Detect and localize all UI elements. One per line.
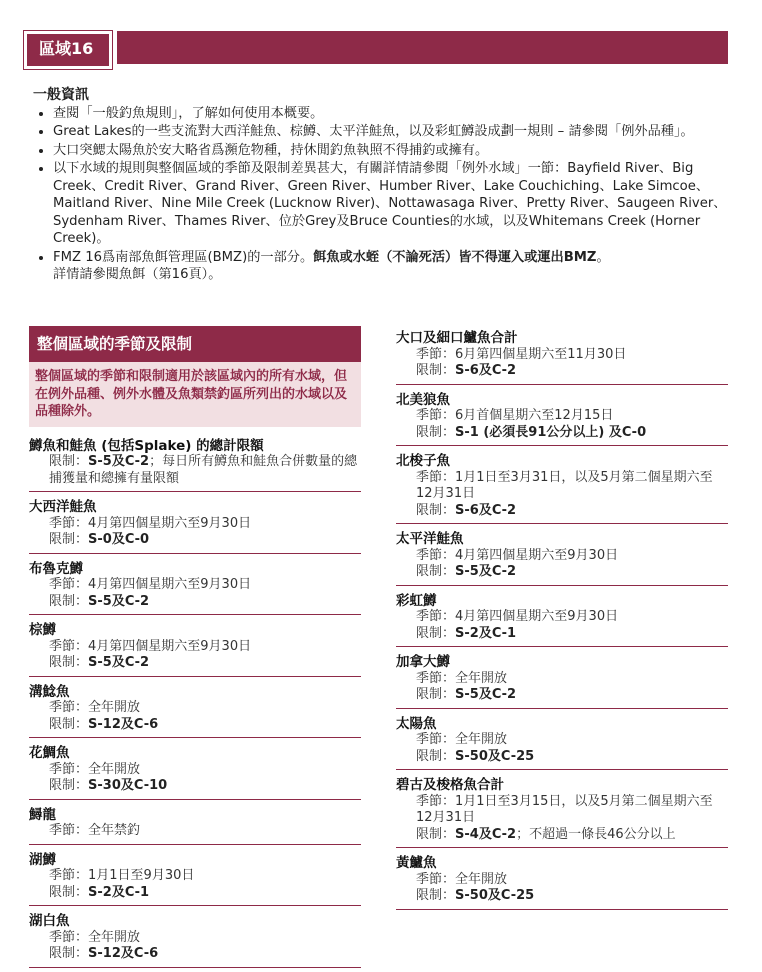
- rule-label: 季節：: [416, 793, 456, 809]
- species-entry: [29, 910, 361, 968]
- species-rule-row: [396, 564, 728, 581]
- species-rule-row: [29, 778, 361, 795]
- seasons-note: 整個區域的季節和限制適用於該區域內的所有水域，但在例外品種、例外水體及魚類禁釣區所列出的水域以及品種除外。: [29, 362, 361, 427]
- rule-value: S-5及C-2: [88, 454, 150, 469]
- species-rule-row: [396, 888, 728, 905]
- bmz-text: FMZ 16爲南部魚餌管理區(BMZ)的一部分。: [53, 249, 314, 265]
- header-banner: [117, 31, 728, 64]
- species-rule-row: [29, 655, 361, 672]
- species-entry: [396, 852, 728, 910]
- species-rule-row: [29, 868, 361, 885]
- right-column: [396, 330, 728, 914]
- rule-label: 限制：: [416, 424, 456, 440]
- rule-value: S-5及C-2: [88, 655, 150, 670]
- species-entry: [396, 330, 728, 385]
- general-info-list: [33, 105, 728, 284]
- rule-value: 全年開放: [455, 871, 508, 887]
- species-name: 棕鱒: [29, 622, 56, 638]
- species-rule-row: [396, 794, 728, 827]
- rule-label: 限制：: [49, 655, 89, 670]
- rule-value: 1月1日至3月31日，以及5月第二個星期六至12月31日: [416, 469, 713, 501]
- species-name: 加拿大鱒: [396, 654, 450, 670]
- species-list-right: [396, 330, 728, 910]
- species-rule-row: [29, 700, 361, 717]
- rule-value: S-6及C-2: [455, 363, 517, 378]
- species-name: 太平洋鮭魚: [396, 531, 464, 547]
- rule-label: 限制：: [416, 687, 456, 702]
- species-name: 大西洋鮭魚: [29, 499, 97, 515]
- species-rule-row: [29, 946, 361, 963]
- species-rule-row: [396, 408, 728, 425]
- species-rule-row: [29, 762, 361, 779]
- rule-label: 限制：: [416, 502, 456, 518]
- rule-value: 1月1日至9月30日: [88, 868, 195, 883]
- rule-value: 6月首個星期六至12月15日: [455, 408, 614, 423]
- rule-label: 限制：: [49, 884, 89, 900]
- rule-label: 限制：: [416, 826, 456, 842]
- rule-label: 季節：: [49, 868, 89, 883]
- species-rule-row: [29, 516, 361, 533]
- rule-label: 季節：: [416, 547, 456, 563]
- rule-label: 季節：: [49, 638, 89, 654]
- species-rule-row: [29, 885, 361, 902]
- rule-value: S-5及C-2: [455, 564, 517, 579]
- species-rule-row: [396, 363, 728, 380]
- species-rule-row: [29, 930, 361, 947]
- species-rule-row: [396, 671, 728, 688]
- species-rule-row: [396, 609, 728, 626]
- rule-label: 季節：: [416, 732, 456, 747]
- rule-label: 季節：: [416, 469, 456, 485]
- species-rule-row: [396, 470, 728, 503]
- rule-value: S-12及C-6: [88, 716, 159, 732]
- rule-value: 4月第四個星期六至9月30日: [88, 638, 252, 654]
- rule-label: 限制：: [49, 716, 89, 732]
- species-rule-row: [396, 626, 728, 643]
- species-entry: [29, 681, 361, 739]
- rule-value: 全年開放: [88, 700, 141, 715]
- rule-value: S-5及C-2: [455, 687, 517, 702]
- rule-label: 限制：: [49, 778, 89, 793]
- seasons-heading: 整個區域的季節及限制: [29, 326, 361, 362]
- rule-value: 全年開放: [455, 670, 508, 686]
- rule-value: S-6及C-2: [455, 502, 517, 518]
- rule-label: 季節：: [416, 408, 456, 423]
- species-name: 湖白魚: [29, 913, 70, 929]
- rule-value: S-50及C-25: [455, 888, 535, 903]
- species-name: 大口及細口鱸魚合計: [396, 330, 518, 346]
- rule-value: 4月第四個星期六至9月30日: [455, 547, 619, 563]
- rule-label: 限制：: [49, 593, 89, 609]
- rule-label: 季節：: [49, 577, 89, 592]
- species-entry: [396, 528, 728, 586]
- species-entry: [29, 619, 361, 677]
- bmz-bold-text: 餌魚或水蛭（不論死活）皆不得運入或運出BMZ: [313, 249, 597, 265]
- species-entry: [29, 804, 361, 845]
- species-name: 太陽魚: [396, 715, 437, 732]
- rule-label: 季節：: [49, 823, 89, 838]
- rule-value: S-2及C-1: [88, 884, 150, 900]
- rule-value: S-4及C-2: [455, 826, 517, 842]
- rule-label: 限制：: [49, 532, 89, 547]
- species-name: 北美狼魚: [396, 391, 450, 408]
- species-rule-row: [396, 425, 728, 442]
- species-rule-row: [396, 503, 728, 520]
- species-rule-row: [29, 454, 361, 487]
- rule-label: 限制：: [416, 748, 456, 764]
- species-rule-row: [396, 827, 728, 844]
- general-bullet: • 以下水域的規則與整個區域的季節及限制差異甚大，有關詳情請參閱「例外水域」一節：Bayfield River、Big Creek、Credit River、Grand River、Green River、Humber River、Lake Couchiching、Lake Simcoe、Maitland River、Nine Mile Creek (Lucknow River)、Nottawasaga River、Pretty River、Saugeen River、Sydenham River、Thames River、位於Grey及Bruce Counties的水域，以及Whitemans Creek (Horner Creek)。: [53, 160, 728, 248]
- bmz-line2: 詳情請參閱魚餌（第16頁）。: [53, 267, 222, 282]
- rule-label: 季節：: [49, 700, 89, 715]
- general-bullet: • 查閱「一般釣魚規則」，了解如何使用本概要。: [53, 105, 728, 123]
- left-column: [29, 326, 361, 972]
- general-bullet: • Great Lakes的一些支流對大西洋鮭魚、棕鱒、太平洋鮭魚，以及彩虹鱒設成劃一規則 – 請參閱「例外品種」。: [53, 123, 728, 141]
- rule-value: S-50及C-25: [455, 748, 535, 764]
- species-entry: [396, 389, 728, 447]
- general-info-title: 一般資訊: [33, 87, 89, 103]
- species-name: 湖鱒: [29, 851, 56, 868]
- species-rule-row: [29, 577, 361, 594]
- species-name: 溝鯰魚: [29, 683, 70, 700]
- general-bullet-bmz: [53, 249, 728, 284]
- rule-value: S-30及C-10: [88, 778, 168, 793]
- species-entry: [396, 651, 728, 709]
- rule-value: 全年開放: [455, 732, 508, 747]
- species-name: 北梭子魚: [396, 453, 450, 469]
- rule-label: 限制：: [416, 888, 456, 903]
- rule-label: 限制：: [49, 454, 89, 469]
- zone-tab: 區域16: [24, 31, 112, 69]
- species-list-left: [29, 435, 361, 968]
- rule-value: 6月第四個星期六至11月30日: [455, 346, 627, 362]
- rule-value: 4月第四個星期六至9月30日: [455, 609, 619, 624]
- rule-label: 限制：: [49, 946, 89, 961]
- rule-value: 1月1日至3月15日，以及5月第二個星期六至12月31日: [416, 793, 713, 825]
- general-bullet: • 大口突鰓太陽魚於安大略省爲瀕危物種，持休閒釣魚執照不得捕釣或擁有。: [53, 142, 728, 160]
- species-rule-row: [29, 594, 361, 611]
- species-name: 黃鱸魚: [396, 855, 437, 871]
- bmz-end: 。: [596, 249, 610, 265]
- rule-label: 季節：: [416, 609, 456, 624]
- species-name: 布魯克鱒: [29, 560, 83, 577]
- species-entry: [396, 713, 728, 771]
- species-name: 碧古及梭格魚合計: [396, 777, 504, 793]
- rule-value: 全年開放: [88, 761, 141, 777]
- rule-value: 4月第四個星期六至9月30日: [88, 577, 252, 592]
- species-rule-row: [29, 639, 361, 656]
- species-name: 花鯛魚: [29, 745, 70, 761]
- species-rule-row: [29, 532, 361, 549]
- species-name: 鱒魚和鮭魚 (包括Splake) 的總計限額: [29, 437, 264, 454]
- rule-label: 限制：: [416, 625, 456, 641]
- species-rule-row: [396, 687, 728, 704]
- species-rule-row: [396, 548, 728, 565]
- rule-label: 季節：: [416, 670, 456, 686]
- species-entry: [29, 496, 361, 554]
- rule-value: S-2及C-1: [455, 625, 517, 641]
- general-info-section: [33, 87, 728, 285]
- species-rule-row: [396, 732, 728, 749]
- species-rule-row: [396, 749, 728, 766]
- rule-value: S-0及C-0: [88, 532, 150, 547]
- rule-label: 季節：: [49, 761, 89, 777]
- rule-label: 季節：: [49, 515, 89, 531]
- species-rule-row: [29, 717, 361, 734]
- species-name: 鱘龍: [29, 806, 56, 823]
- species-entry: [396, 590, 728, 648]
- rule-label: 限制：: [416, 363, 456, 378]
- species-name: 彩虹鱒: [396, 592, 437, 609]
- rule-extra: ；不超過一條長46公分以上: [516, 826, 676, 842]
- rule-label: 季節：: [416, 871, 456, 887]
- rule-label: 季節：: [416, 346, 456, 362]
- rule-value: S-12及C-6: [88, 946, 159, 961]
- rule-value: 4月第四個星期六至9月30日: [88, 515, 252, 531]
- species-rule-row: [396, 347, 728, 364]
- species-entry: [396, 774, 728, 848]
- rule-label: 限制：: [416, 564, 456, 579]
- species-entry: [29, 558, 361, 616]
- rule-value: S-5及C-2: [88, 593, 150, 609]
- rule-label: 季節：: [49, 929, 89, 945]
- species-rule-row: [396, 872, 728, 889]
- rule-value: S-1 (必須長91公分以上) 及C-0: [455, 424, 647, 440]
- species-entry: [29, 435, 361, 493]
- species-entry: [29, 742, 361, 800]
- species-entry: [396, 450, 728, 524]
- rule-extra: ；每日所有鱒魚和鮭魚合併數量的總捕獲量和總擁有量限額: [49, 454, 358, 486]
- species-entry: [29, 849, 361, 907]
- species-rule-row: [29, 823, 361, 840]
- rule-value: 全年開放: [88, 929, 141, 945]
- rule-value: 全年禁釣: [88, 823, 141, 838]
